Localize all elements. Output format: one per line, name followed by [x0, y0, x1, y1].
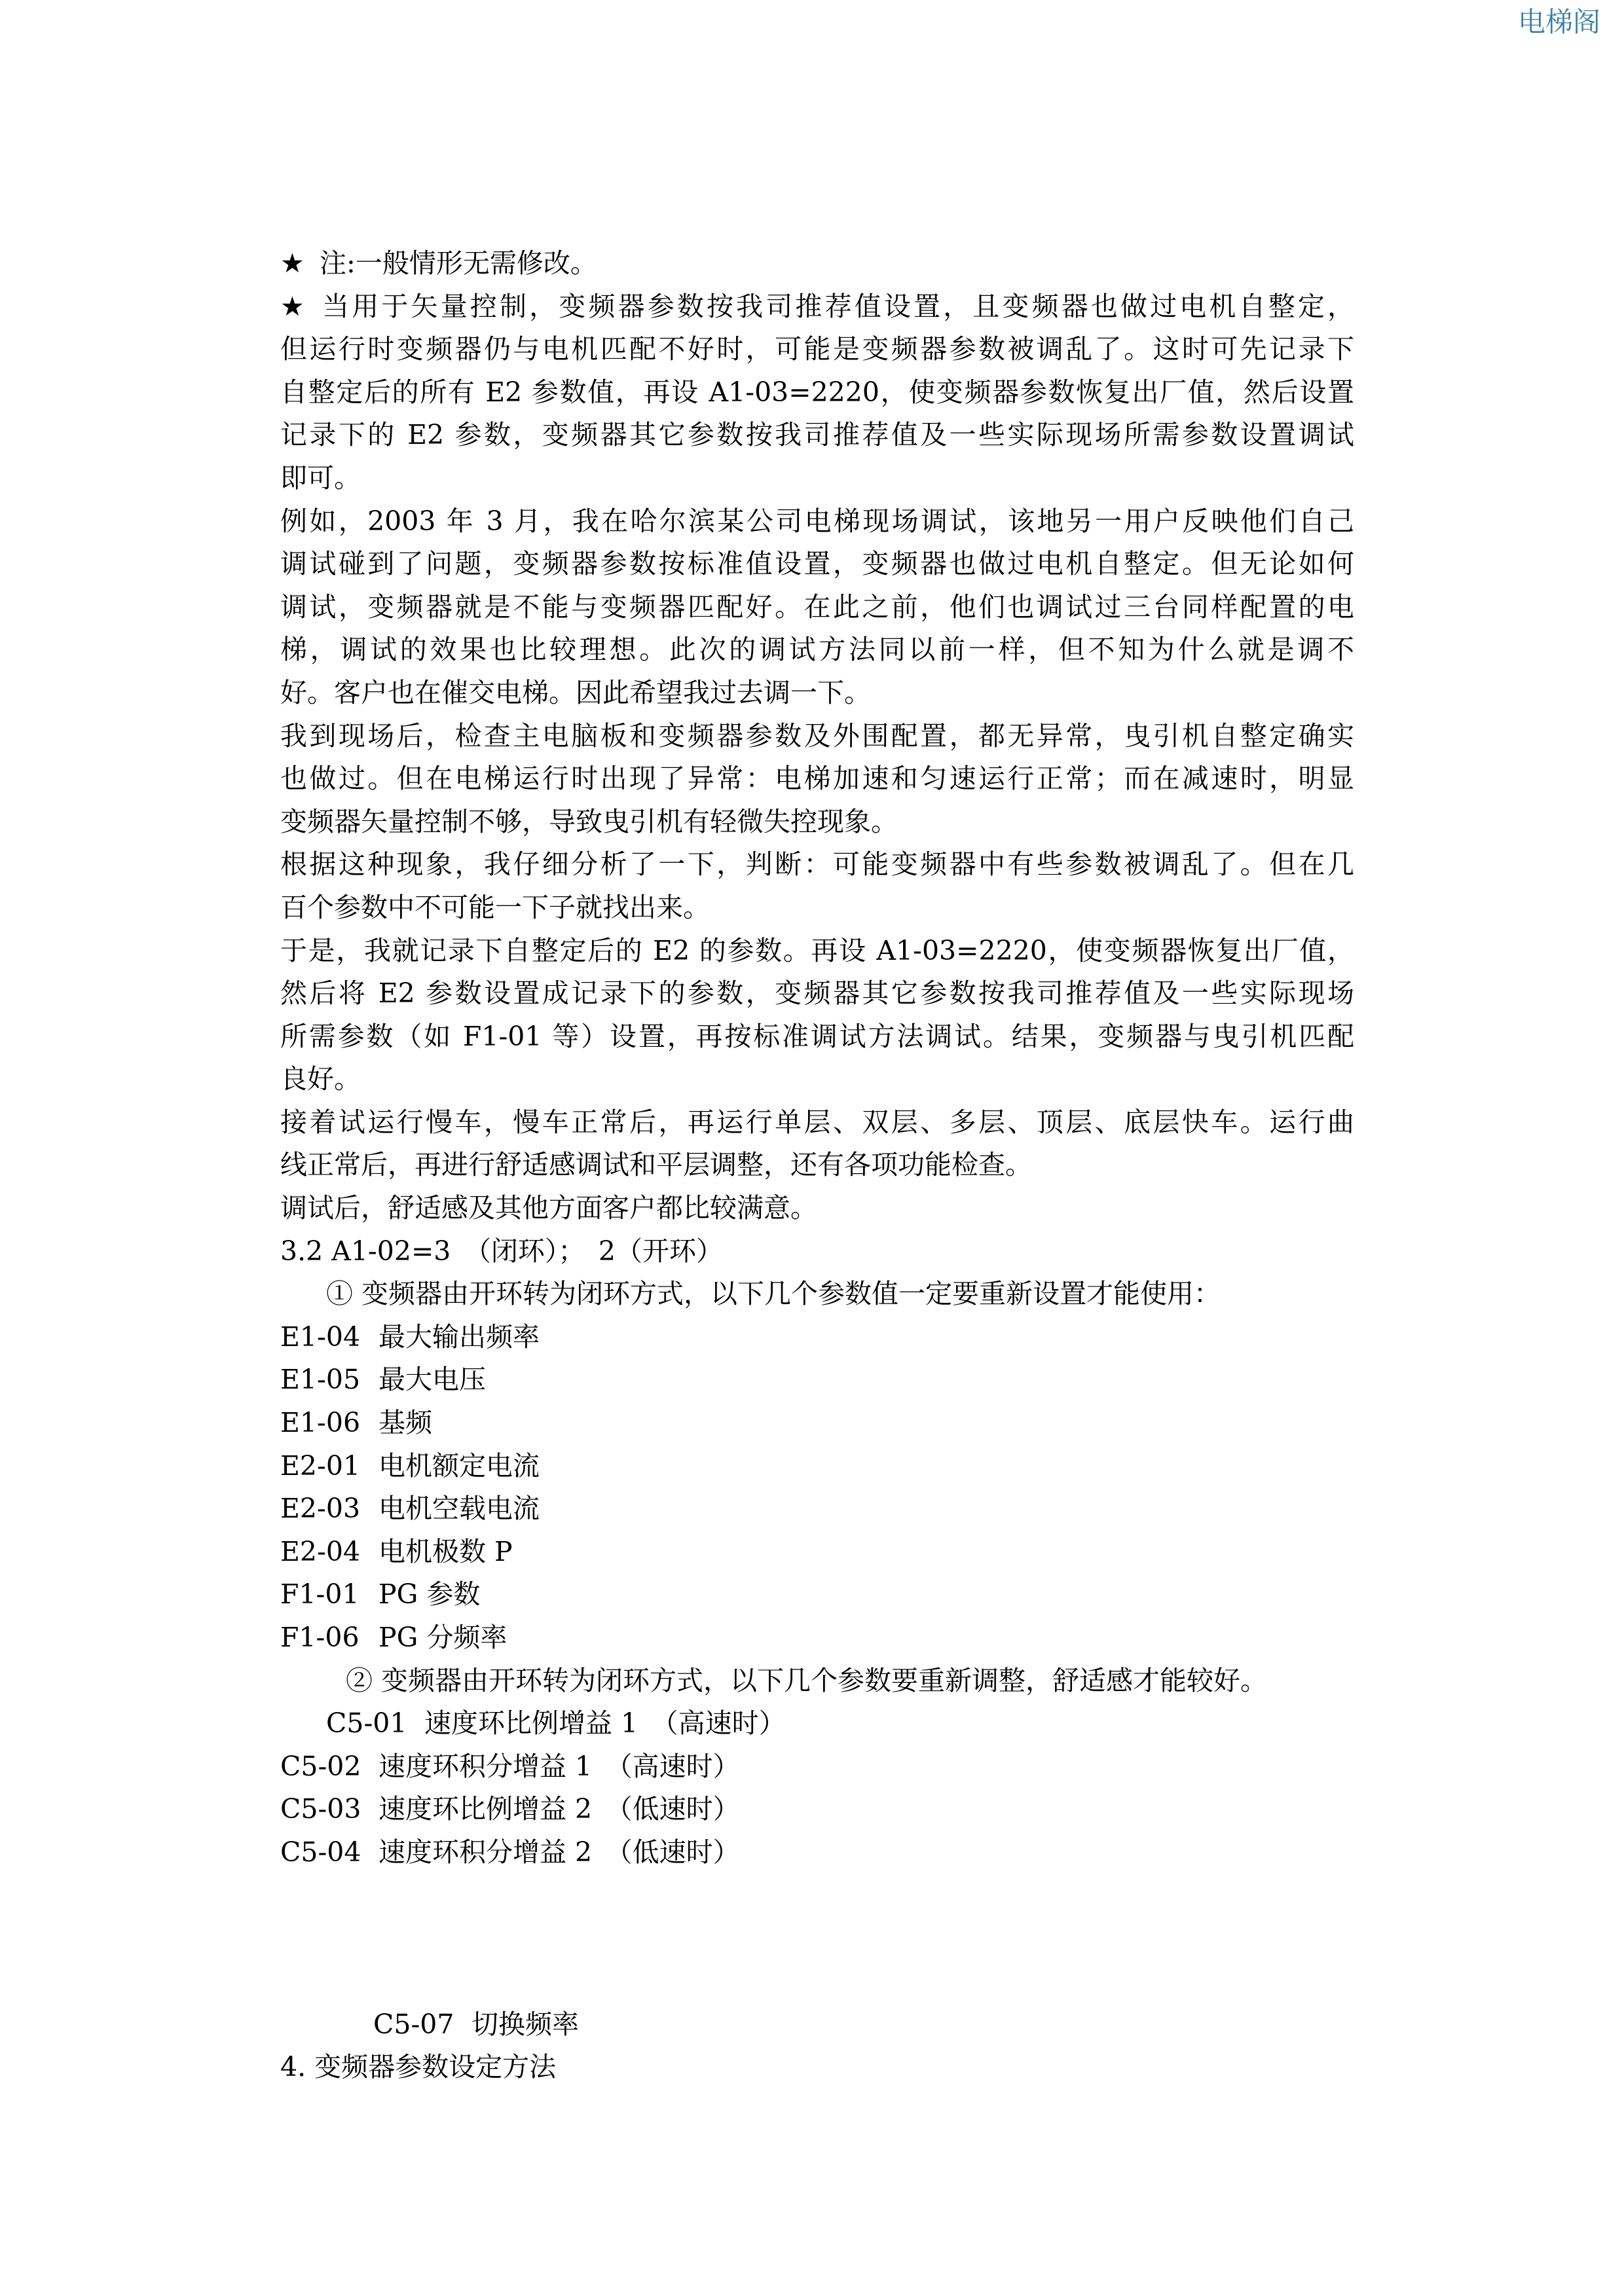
param-row [280, 1616, 1354, 1660]
param-desc: 基频 [378, 1407, 432, 1439]
paragraph-line: 即可。 [280, 462, 361, 494]
param-code: E1-05 [280, 1364, 361, 1396]
paragraph-line: 记录下的 E2 参数，变频器其它参数按我司推荐值及一些实际现场所需参数设置调试 [280, 419, 1354, 451]
param-code: C5-07 [373, 2008, 454, 2040]
paragraph-line: 所需参数（如 F1-01 等）设置，再按标准调试方法调试。结果，变频器与曳引机匹配 [280, 1020, 1354, 1052]
param-desc: 电机额定电流 [378, 1449, 540, 1482]
star-icon: ★ [280, 247, 304, 279]
paragraph-line: 根据这种现象，我仔细分析了一下，判断：可能变频器中有些参数被调乱了。但在几 [280, 848, 1354, 881]
paragraph-line: 变频器矢量控制不够，导致曳引机有轻微失控现象。 [280, 805, 898, 837]
param-row [280, 1445, 1354, 1488]
note-text: 注:一般情形无需修改。 [320, 247, 597, 279]
blank-space [280, 1874, 1354, 2003]
star-icon: ★ [280, 290, 304, 322]
paragraph-line: 接着试运行慢车，慢车正常后，再运行单层、双层、多层、顶层、底层快车。运行曲 [280, 1106, 1354, 1138]
param-row [280, 1788, 1354, 1831]
param-code: F1-01 [280, 1578, 360, 1611]
param-desc: 速度环比例增益 2 （低速时） [378, 1793, 740, 1825]
param-desc: 最大输出频率 [378, 1321, 540, 1353]
param-code: C5-04 [280, 1836, 361, 1868]
paragraph-line: 调试碰到了问题，变频器参数按标准值设置，变频器也做过电机自整定。但无论如何 [280, 548, 1354, 580]
param-row [280, 1702, 1354, 1745]
param-row [280, 1831, 1354, 1874]
paragraph-line: 梯，调试的效果也比较理想。此次的调试方法同以前一样，但不知为什么就是调不 [280, 634, 1354, 666]
param-code: F1-06 [280, 1622, 360, 1653]
param-code: E2-03 [280, 1493, 361, 1525]
paragraph-line: 调试，变频器就是不能与变频器匹配好。在此之前，他们也调试过三台同样配置的电 [280, 591, 1354, 623]
section-heading: 4. 变频器参数设定方法 [280, 2051, 557, 2083]
param-row [280, 1402, 1354, 1445]
paragraph-line: 也做过。但在电梯运行时出现了异常：电梯加速和匀速运行正常；而在减速时，明显 [280, 763, 1354, 795]
paragraph-line: 自整定后的所有 E2 参数值，再设 A1-03=2220，使变频器参数恢复出厂值，然后设置 [280, 376, 1354, 408]
paragraph-line: 好。客户也在催交电梯。因此希望我过去调一下。 [280, 676, 871, 708]
paragraph-line [280, 285, 1354, 329]
param-code: E1-04 [280, 1321, 361, 1353]
paragraph-text: 当用于矢量控制，变频器参数按我司推荐值设置，且变频器也做过电机自整定， [320, 290, 1354, 322]
list-intro: ② 变频器由开环转为闭环方式，以下几个参数要重新调整，舒适感才能较好。 [346, 1664, 1268, 1696]
paragraph-line: 例如，2003 年 3 月，我在哈尔滨某公司电梯现场调试，该地另一用户反映他们自己 [280, 505, 1354, 537]
paragraph-line: 线正常后，再进行舒适感调试和平层调整，还有各项功能检查。 [280, 1149, 1032, 1181]
paragraph-line: 调试后，舒适感及其他方面客户都比较满意。 [280, 1192, 817, 1224]
param-desc: 最大电压 [378, 1364, 486, 1396]
param-row [280, 1573, 1354, 1616]
paragraph-line: 我到现场后，检查主电脑板和变频器参数及外围配置，都无异常，曳引机自整定确实 [280, 720, 1354, 752]
param-row [280, 2003, 1354, 2047]
paragraph-line: 然后将 E2 参数设置成记录下的参数，变频器其它参数按我司推荐值及一些实际现场 [280, 977, 1354, 1010]
note-line [280, 242, 1354, 285]
site-watermark: 电梯阁 [1517, 6, 1600, 38]
param-code: C5-03 [280, 1793, 361, 1825]
paragraph-line: 良好。 [280, 1063, 361, 1095]
param-row [280, 1531, 1354, 1574]
param-desc: PG 参数 [378, 1578, 481, 1611]
section-heading: 3.2 A1-02=3 （闭环）； 2（开环） [280, 1235, 723, 1267]
param-row [280, 1487, 1354, 1531]
paragraph-line: 于是，我就记录下自整定后的 E2 的参数。再设 A1-03=2220，使变频器恢复出厂值， [280, 934, 1354, 966]
param-desc: 电机极数 P [378, 1535, 513, 1567]
list-intro: ① 变频器由开环转为闭环方式，以下几个参数值一定要重新设置才能使用： [326, 1278, 1221, 1310]
document-body [280, 242, 1354, 2089]
param-desc: 电机空载电流 [378, 1493, 540, 1525]
param-desc: 速度环积分增益 2 （低速时） [378, 1836, 740, 1868]
paragraph-line: 百个参数中不可能一下子就找出来。 [280, 891, 710, 923]
param-desc: 切换频率 [471, 2008, 579, 2040]
param-code: E1-06 [280, 1407, 361, 1439]
param-row [280, 1358, 1354, 1402]
param-code: C5-01 [326, 1707, 407, 1740]
param-code: C5-02 [280, 1750, 361, 1782]
param-row [280, 1745, 1354, 1789]
param-desc: PG 分频率 [378, 1622, 507, 1653]
param-desc: 速度环积分增益 1 （高速时） [378, 1750, 740, 1782]
param-code: E2-01 [280, 1449, 361, 1482]
paragraph-line: 但运行时变频器仍与电机匹配不好时，可能是变频器参数被调乱了。这时可先记录下 [280, 333, 1354, 365]
param-code: E2-04 [280, 1535, 361, 1567]
param-desc: 速度环比例增益 1 （高速时） [424, 1707, 786, 1740]
param-row [280, 1316, 1354, 1359]
